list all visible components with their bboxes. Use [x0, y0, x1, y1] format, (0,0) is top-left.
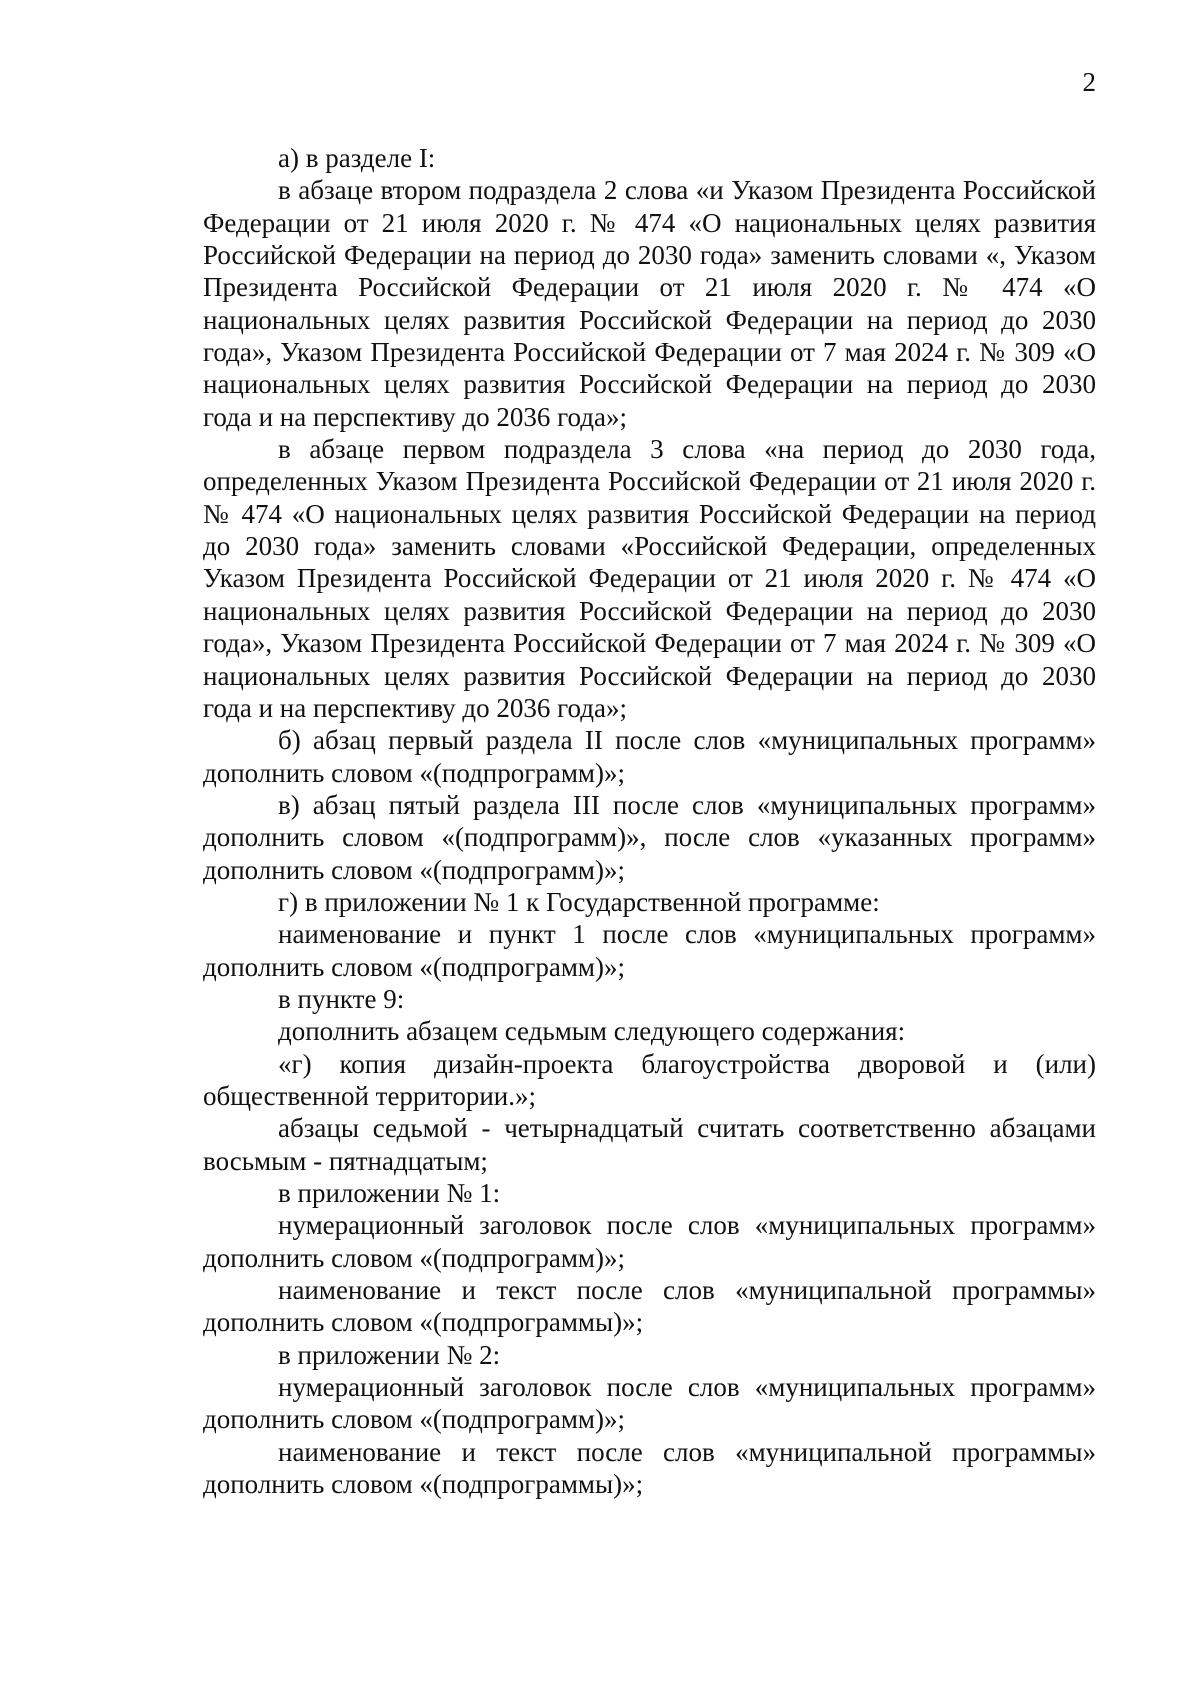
paragraph-section-i: а) в разделе I:	[278, 143, 436, 173]
paragraph-design-project-copy: «г) копия дизайн-проекта благоустройства дворовой и (или) общественной территории.»;	[203, 1048, 1096, 1111]
paragraph-add-seventh: дополнить абзацем седьмым следующего содержания:	[278, 1016, 906, 1047]
paragraph-name-point-1: наименование и пункт 1 после слов «муниципальных программ» дополнить словом «(подпрограмм)»;	[203, 919, 1096, 982]
paragraph-appendix-2-heading: нумерационный заголовок после слов «муниципальных программ» дополнить словом «(подпрограмм)»;	[203, 1372, 1096, 1435]
paragraph-appendix-1-heading: нумерационный заголовок после слов «муниципальных программ» дополнить словом «(подпрограмм)»;	[203, 1210, 1096, 1273]
paragraph-in-appendix-2: в приложении № 2:	[278, 1339, 501, 1370]
paragraph-subsection-2: в абзаце втором подраздела 2 слова «и Указом Президента Российской Федерации от 21 июля 2020 г. № 474 «О национальных целях развития Российской Федерации на период до 2030 года» заменить словами «, Указом Президента Российской Федерации от 21 июля 2020 г. № 474 «О национальных целях развития Российской Федерации на период до 2030 года», Указом Президента Российской Федерации от 7 мая 2024 г. № 309 «О национальных целях развития Российской Федерации на период до 2030 года и на перспективу до 2036 года»;	[203, 175, 1096, 432]
paragraph-appendix-2-text: наименование и текст после слов «муниципальной программы» дополнить словом «(подпрограммы)»;	[203, 1436, 1096, 1500]
paragraph-section-iii: в) абзац пятый раздела III после слов «муниципальных программ» дополнить словом «(подпрограмм)», после слов «указанных программ» дополнить словом «(подпрограмм)»;	[203, 789, 1096, 885]
paragraph-point-9: в пункте 9:	[278, 983, 405, 1014]
paragraph-in-appendix-1: в приложении № 1:	[278, 1178, 501, 1208]
page-number: 2	[1082, 67, 1096, 97]
document-body	[203, 142, 1096, 1500]
paragraph-appendix-1-text: наименование и текст после слов «муниципальной программы» дополнить словом «(подпрограммы)»;	[203, 1275, 1096, 1338]
paragraph-appendix-1: г) в приложении № 1 к Государственной программе:	[278, 886, 880, 917]
paragraph-renumber: абзацы седьмой - четырнадцатый считать соответственно абзацами восьмым - пятнадцатым;	[203, 1113, 1096, 1176]
paragraph-subsection-3: в абзаце первом подраздела 3 слова «на период до 2030 года, определенных Указом Президента Российской Федерации от 21 июля 2020 г. № 474 «О национальных целях развития Российской Федерации на период до 2030 года» заменить словами «Российской Федерации, определенных Указом Президента Российской Федерации от 21 июля 2020 г. № 474 «О национальных целях развития Российской Федерации на период до 2030 года», Указом Президента Российской Федерации от 7 мая 2024 г. № 309 «О национальных целях развития Российской Федерации на период до 2030 года и на перспективу до 2036 года»;	[203, 434, 1096, 723]
paragraph-section-ii: б) абзац первый раздела II после слов «муниципальных программ» дополнить словом «(подпрограмм)»;	[203, 725, 1096, 788]
